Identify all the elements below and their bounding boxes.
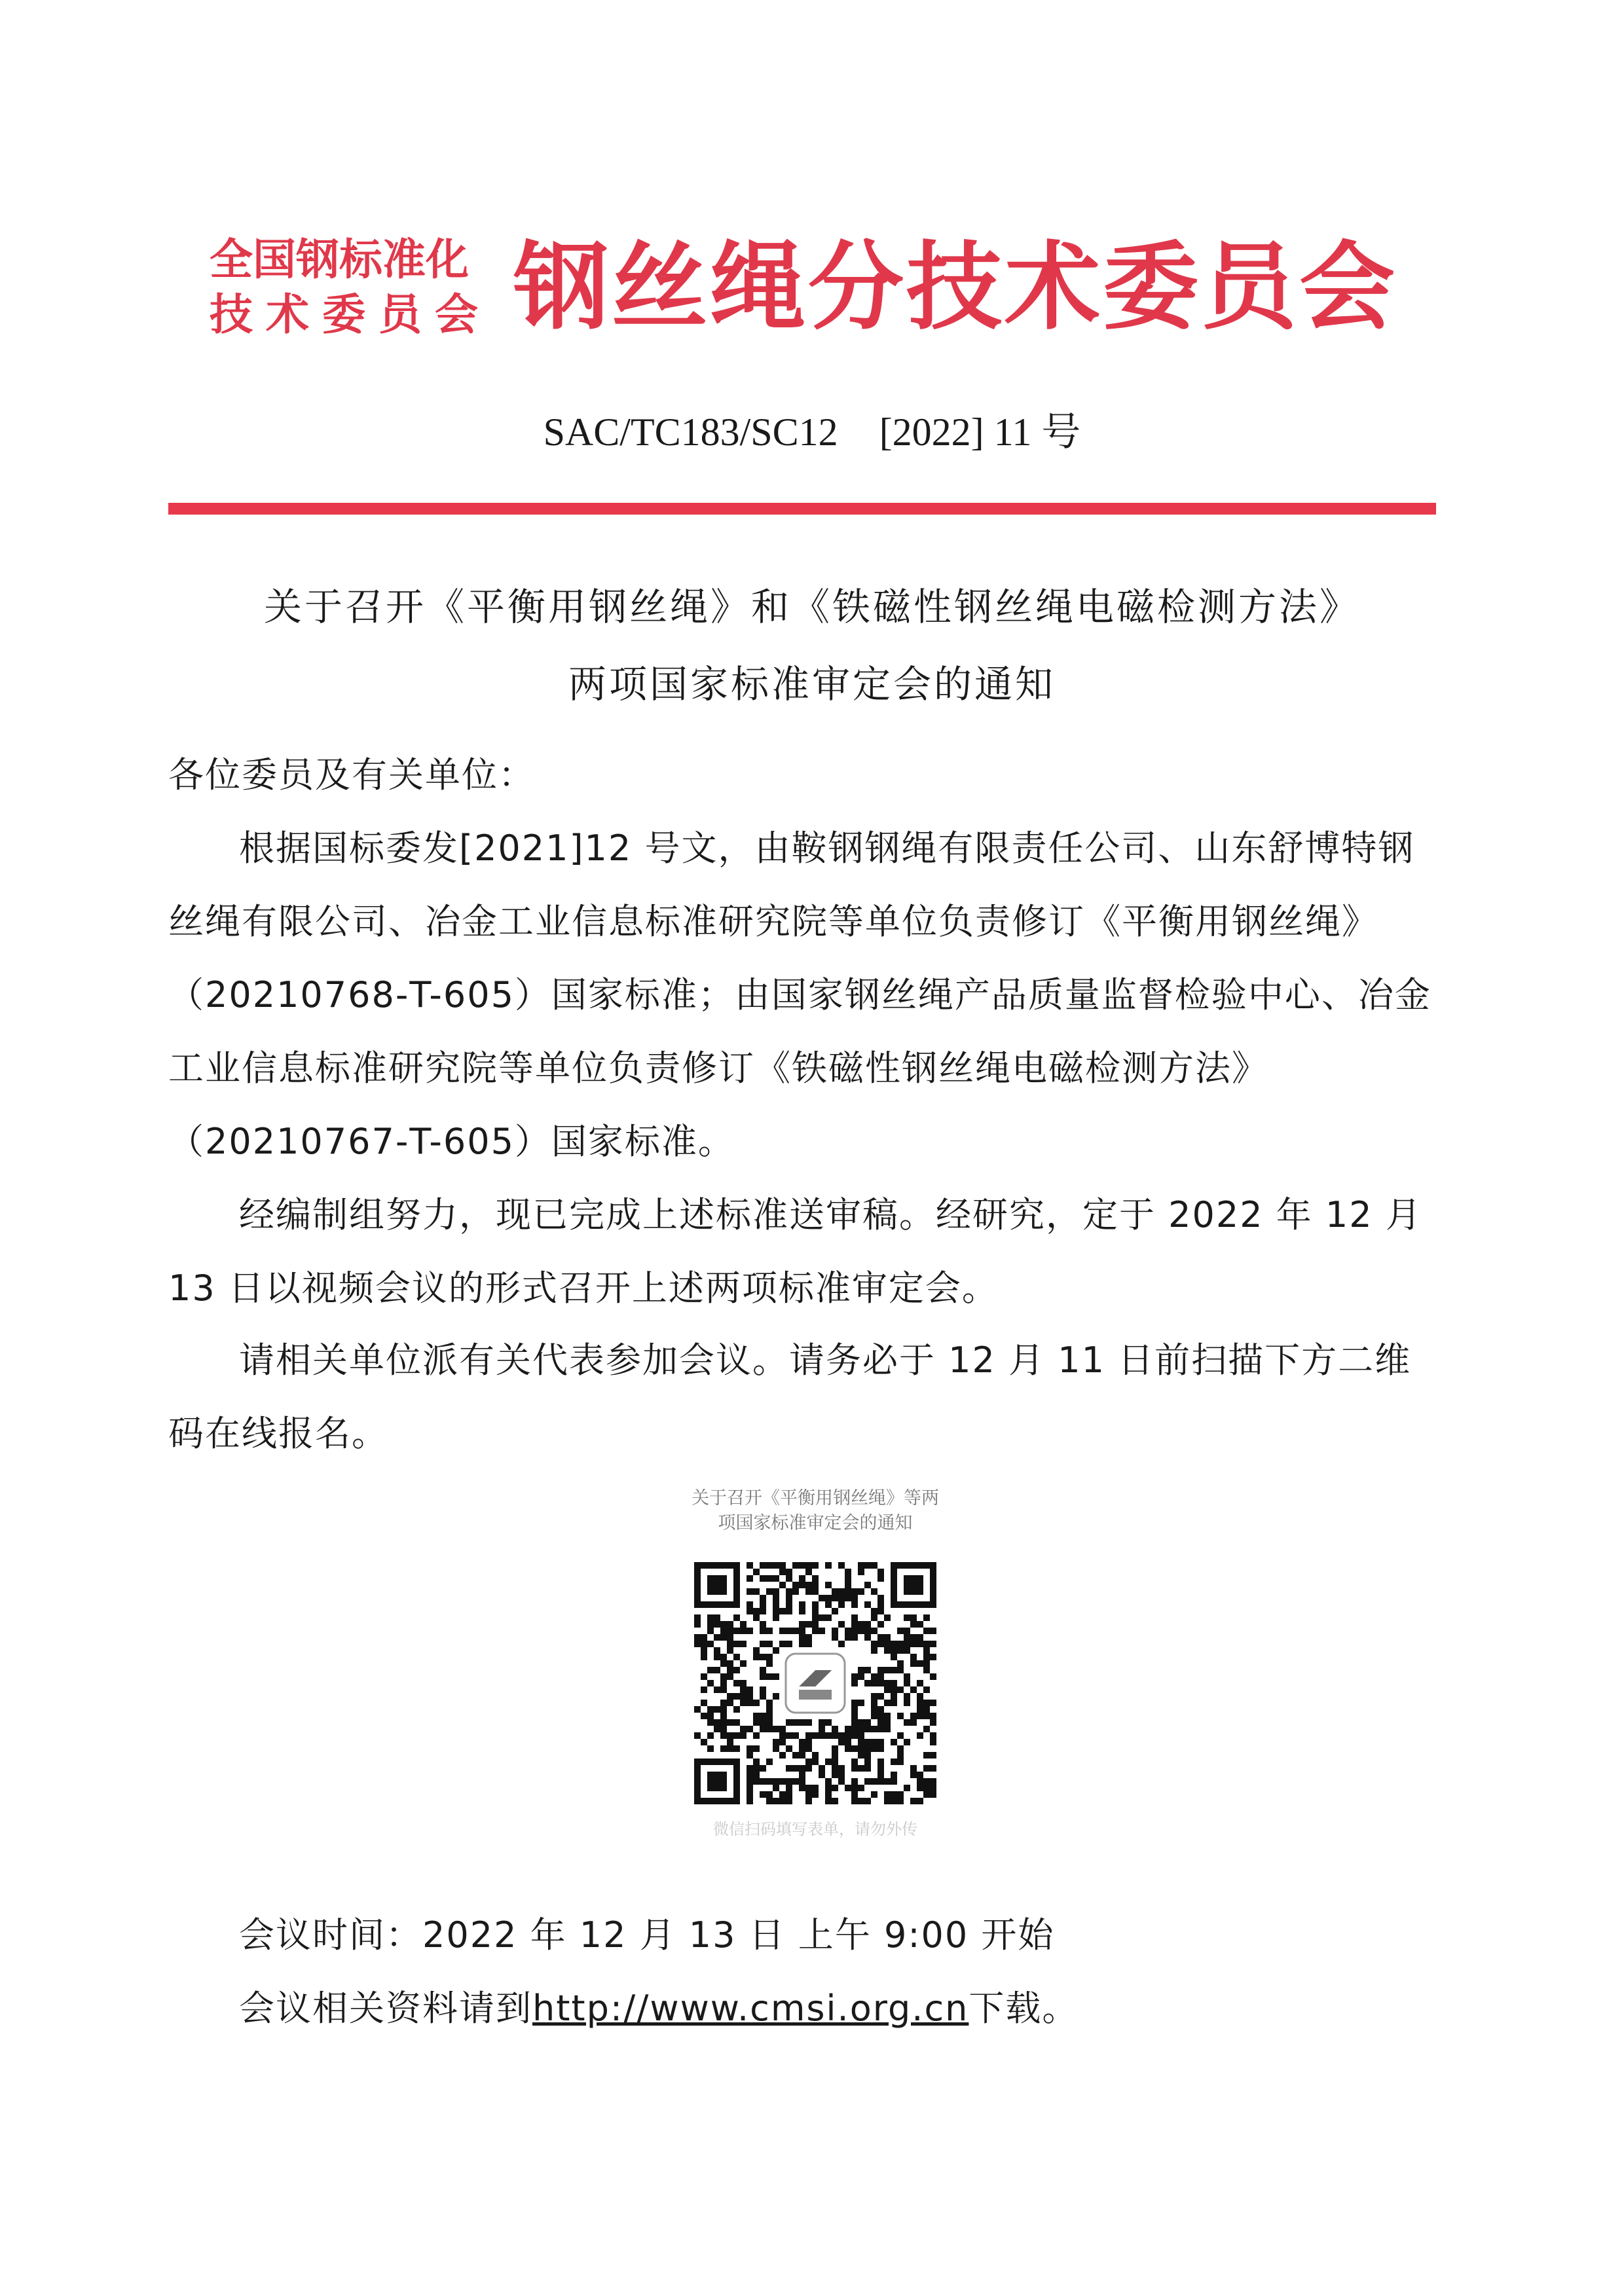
paragraph-2: 经编制组努力，现已完成上述标准送审稿。经研究，定于 2022 年 12 月 13 日以视频会议的形式召开上述两项标准审定会。 (168, 1194, 1422, 1309)
meeting-time-label: 会议时间： (239, 1914, 422, 1956)
org-line1: 全国钢标准化 (210, 234, 469, 285)
meeting-info (239, 1899, 1079, 2045)
meeting-time-value: 2022 年 12 月 13 日 上午 9:00 开始 (422, 1914, 1055, 1956)
paragraph-1: 根据国标委发[2021]12 号文，由鞍钢钢绳有限责任公司、山东舒博特钢丝绳有限公司、冶金工业信息标准研究院等单位负责修订《平衡用钢丝绳》（20210768-T-605）国家标准；由国家钢丝绳产品质量监督检验中心、冶金工业信息标准研究院等单位负责修订《铁磁性钢丝绳电磁检测方法》（20210767-T-605）国家标准。 (168, 828, 1431, 1162)
document-number (0, 401, 1624, 457)
qr-caption-line2: 项国家标准审定会的通知 (718, 1513, 913, 1533)
qr-footer: 微信扫码填写表单，请勿外传 (713, 1820, 917, 1838)
qr-block (652, 1486, 979, 1839)
title-line1: 关于召开《平衡用钢丝绳》和《铁磁性钢丝绳电磁检测方法》 (263, 585, 1360, 629)
red-divider (168, 503, 1436, 515)
meeting-materials-row (239, 1972, 1079, 2045)
paragraph-3: 请相关单位派有关代表参加会议。请务必于 12 月 11 日前扫描下方二维码在线报名。 (168, 1339, 1412, 1454)
materials-prefix: 会议相关资料请到 (239, 1988, 532, 2029)
materials-suffix: 下载。 (969, 1988, 1079, 2029)
qr-caption-line1: 关于召开《平衡用钢丝绳》等两 (692, 1488, 939, 1508)
doc-code: SAC/TC183/SC12 (543, 410, 838, 454)
qr-code[interactable] (694, 1562, 936, 1804)
doc-year: [2022] 11 号 (879, 410, 1081, 454)
salutation: 各位委员及有关单位： (168, 754, 535, 795)
qr-caption (652, 1486, 979, 1536)
title-line2: 两项国家标准审定会的通知 (568, 662, 1056, 706)
org-line2: 技术委员会 (210, 289, 491, 340)
meeting-time-row (239, 1899, 1079, 1972)
org-name-big: 钢丝绳分技术委员会 (513, 232, 1397, 343)
materials-link[interactable]: http://www.cmsi.org.cn (532, 1988, 969, 2029)
letterhead (210, 232, 1397, 342)
org-name-small (210, 232, 491, 342)
